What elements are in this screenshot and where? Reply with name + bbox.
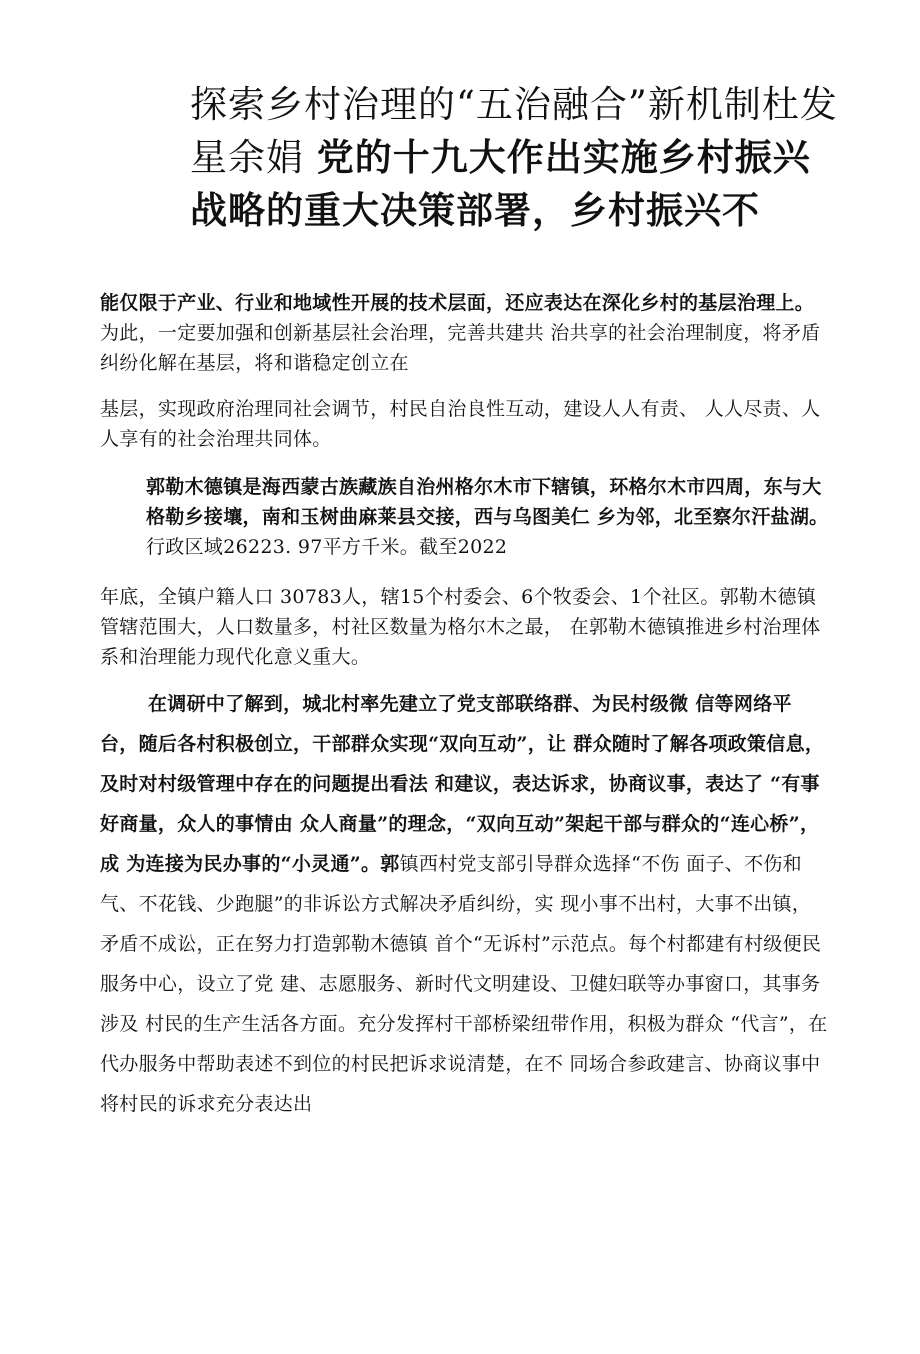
title-normal-text: 探索乡村治理的“五治融合”新机制杜发星余娟: [190, 83, 838, 179]
paragraph-3: [146, 472, 830, 562]
paragraph-5-bold: 在调研中了解到，城北村率先建立了党支部联络群、为民村级微 信等网络平台，随后各村积极创立，干部群众实现“双向互动”，让 群众随时了解各项政策信息，及时对村级管理中存在的问题提出看法 和建议，表达诉求，协商议事，表达了 “有事好商量，众人的事情由 众人商量”的理念，“双向互动”架起干部与群众的“连心桥”，成 为连接为民办事的“小灵通”。郭: [100, 693, 825, 875]
paragraph-3-text: 行政区域26223. 97平方千米。截至2022: [146, 536, 508, 558]
paragraph-3-bold: 郭勒木德镇是海西蒙古族藏族自治州格尔木市下辖镇，环格尔木市四周，东与大格勒乡接壤，南和玉树曲麻莱县交接，西与乌图美仁 乡为邻，北至察尔汗盐湖。: [146, 476, 829, 528]
paragraph-2: [100, 394, 830, 454]
paragraph-1: [100, 288, 830, 378]
paragraph-4: [100, 582, 830, 672]
paragraph-2-text: 基层，实现政府治理同社会调节，村民自治良性互动，建设人人有责、 人人尽责、人人享有的社会治理共同体。: [100, 398, 821, 450]
paragraph-1-text: 为此，一定要加强和创新基层社会治理，完善共建共 治共享的社会治理制度，将矛盾纠纷化解在基层，将和谐稳定创立在: [100, 322, 821, 374]
paragraph-5-text: 镇西村党支部引导群众选择“不伤 面子、不伤和气、不花钱、少跑腿”的非诉讼方式解决矛盾纠纷，实 现小事不出村，大事不出镇，矛盾不成讼，正在努力打造郭勒木德镇 首个“无诉村”示范点。每个村都建有村级便民服务中心，设立了党 建、志愿服务、新时代文明建设、卫健妇联等办事窗口，其事务涉及 村民的生产生活各方面。充分发挥村干部桥梁纽带作用，积极为群众 “代言”，在代办服务中帮助表述不到位的村民把诉求说清楚，在不 同场合参政建言、协商议事中将村民的诉求充分表达出: [100, 853, 828, 1115]
paragraph-4-text: 年底，全镇户籍人口 30783人，辖15个村委会、6个牧委会、1个社区。郭勒木德镇管辖范围大，人口数量多，村社区数量为格尔木之最， 在郭勒木德镇推进乡村治理体系和治理能力现代化意义重大。: [100, 586, 821, 668]
paragraph-1-bold: 能仅限于产业、行业和地域性开展的技术层面，还应表达在深化乡村的基层治理上。: [100, 292, 815, 314]
title-bold-text: 党的十九大作出实施乡村振兴战略的重大决策部署，乡村振兴不: [190, 135, 811, 232]
document-title: [190, 78, 840, 237]
paragraph-5: [100, 684, 830, 1124]
